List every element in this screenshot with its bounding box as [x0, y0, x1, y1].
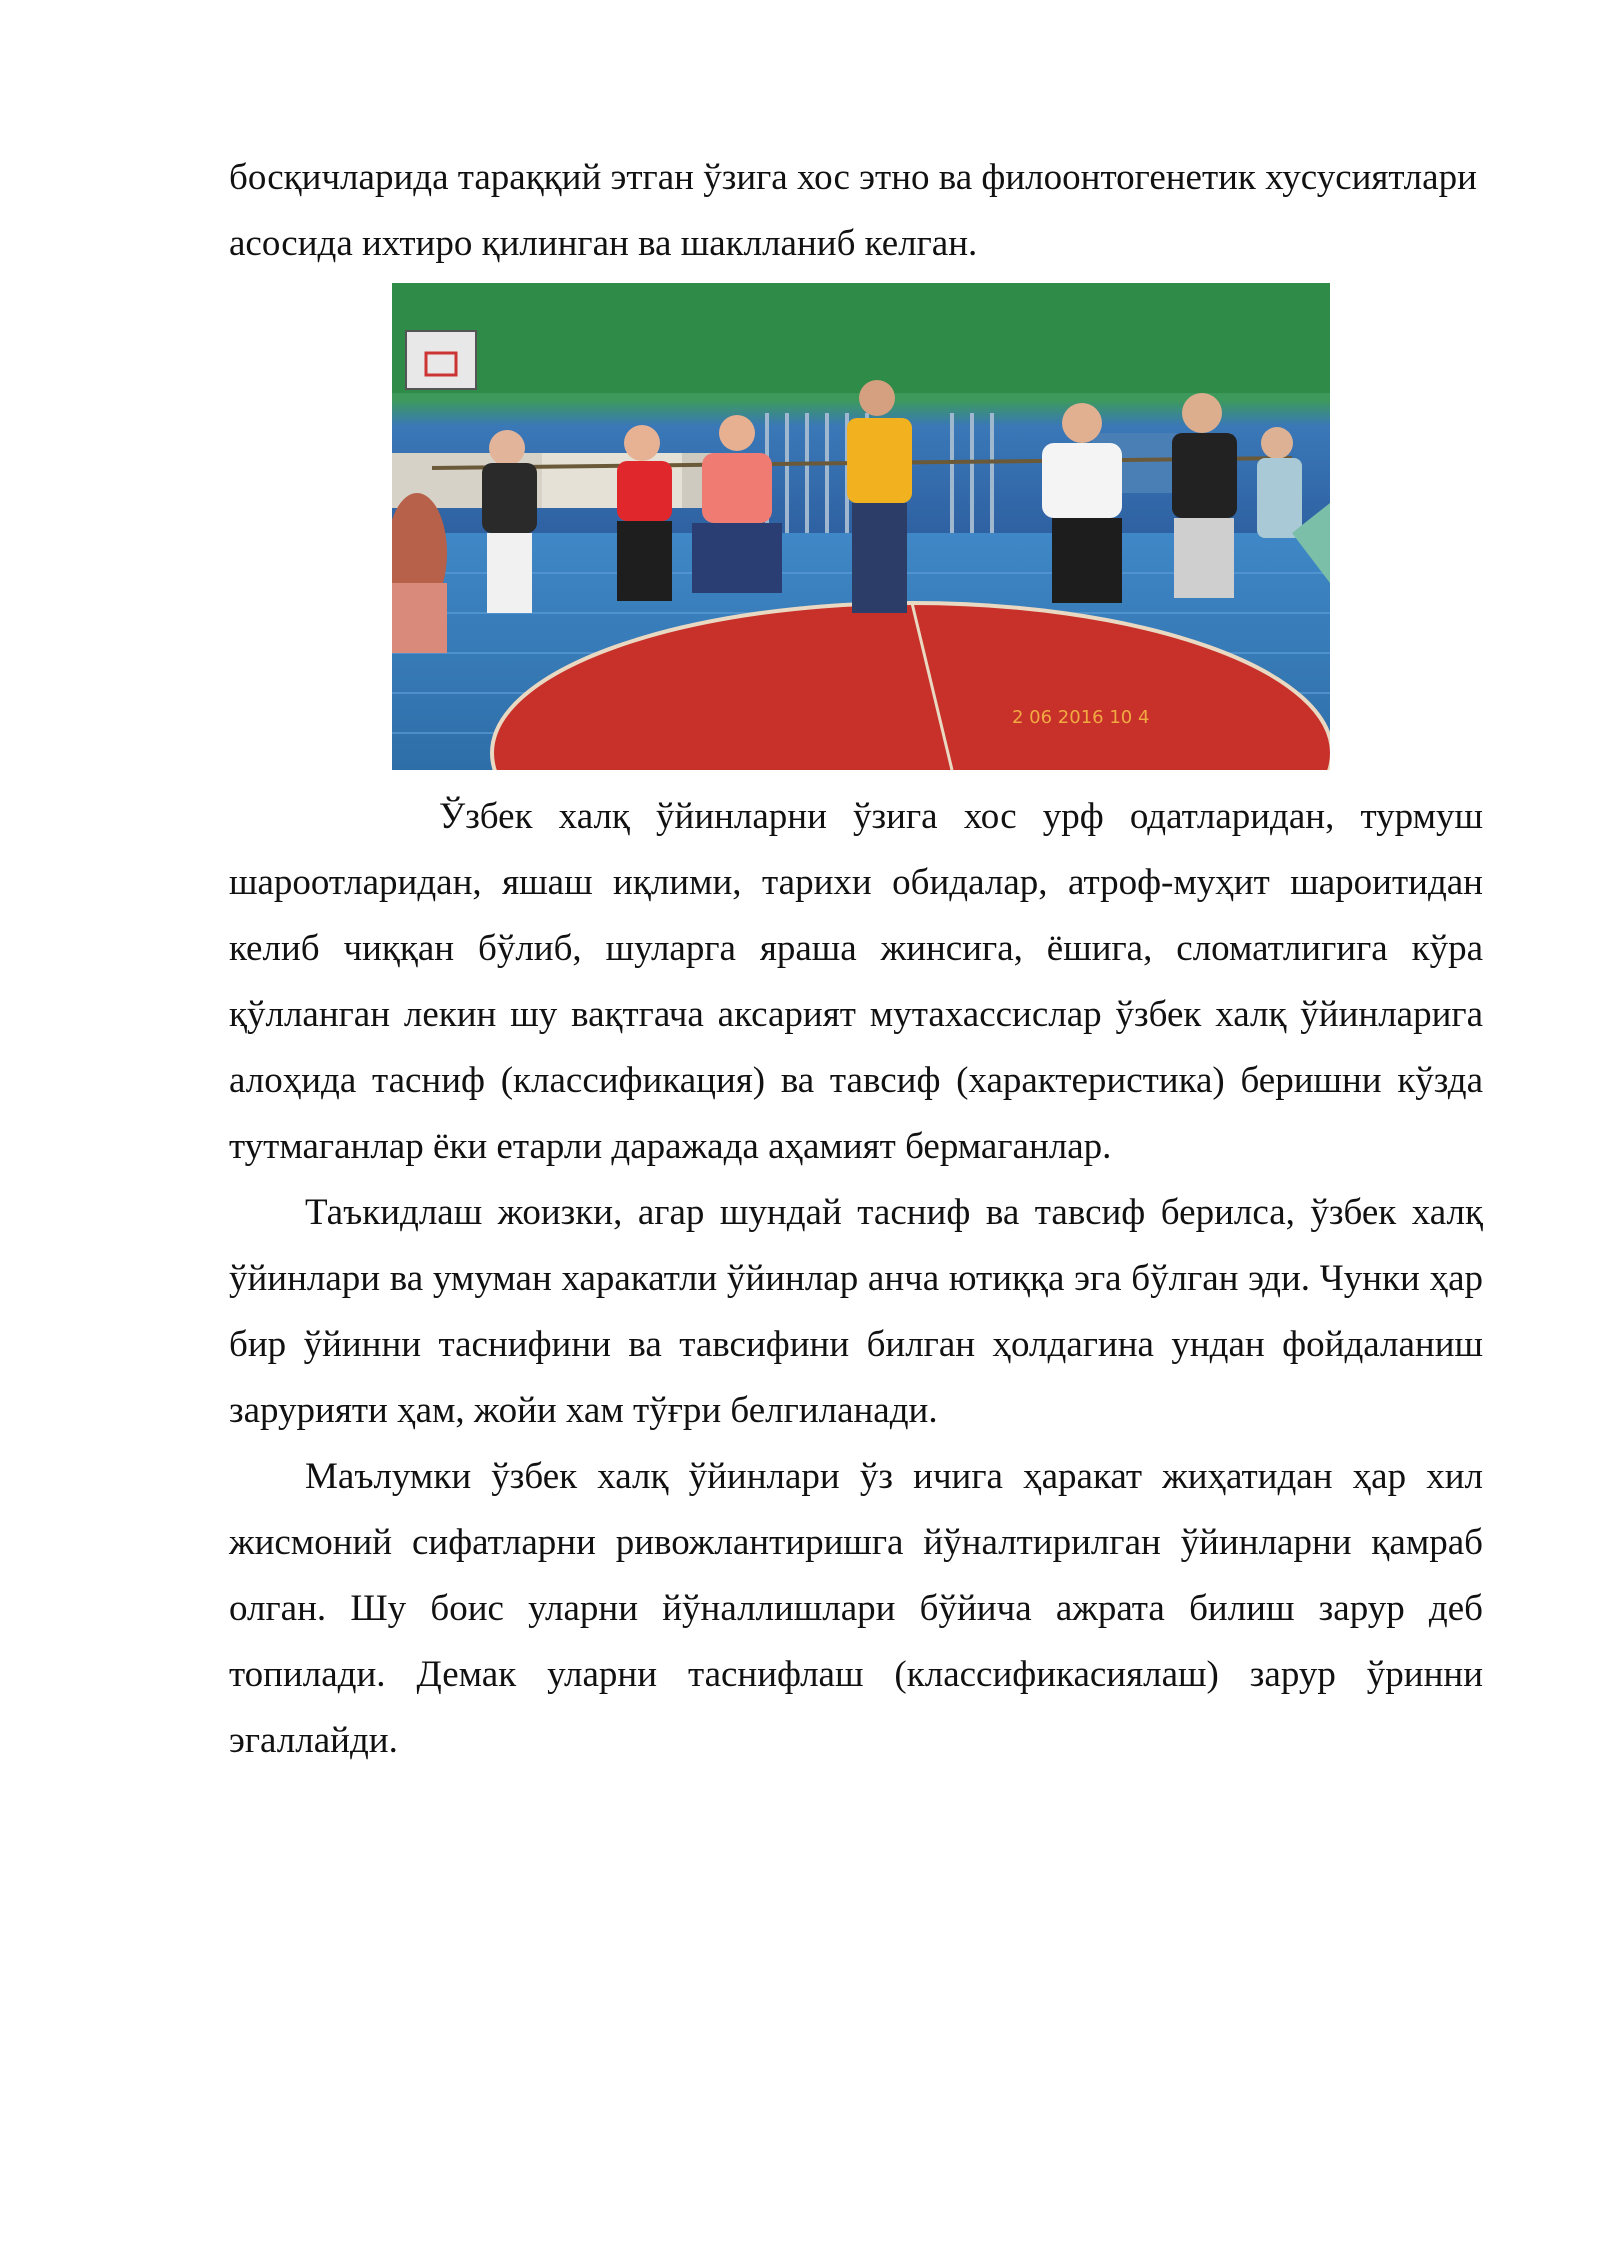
tug-of-war-photo: [392, 283, 1330, 770]
paragraph-1: Ўзбек халқ ўйинларни ўзига хос урф одатларидан, турмуш шароотларидан, яшаш иқлими, тарихи обидалар, атроф-муҳит шароитидан келиб чиққан бўлиб, шуларга яраша жинсига, ёшига, сломатлигига кўра қўлланган лекин шу вақтгача аксарият мутахассислар ўзбек халқ ўйинларига алоҳида тасниф (классификация) ва тавсиф (характеристика) беришни кўзда тутмаганлар ёки етарли даражада аҳамият бермаганлар.: [229, 796, 1483, 1167]
body-paragraphs: [229, 784, 1483, 1774]
continuation-line-2: асосида ихтиро қилинган ва шаклланиб келган.: [229, 223, 978, 264]
continuation-text: [229, 145, 1483, 277]
paragraph-3: Маълумки ўзбек халқ ўйинлари ўз ичига ҳаракат жиҳатидан ҳар хил жисмоний сифатларни ривожлантиришга йўналтирилган ўйинларни қамраб олган. Шу боис уларни йўналлишлари бўйича ажрата билиш зарур деб топилади. Демак уларни таснифлаш (классификасиялаш) зарур ўринни эгаллайди.: [229, 1456, 1483, 1761]
continuation-line-1: босқичларида тараққий этган ўзига хос этно ва филоонтогенетик хусусиятлари: [229, 157, 1477, 198]
paragraph-2: Таъкидлаш жоизки, агар шундай тасниф ва тавсиф берилса, ўзбек халқ ўйинлари ва умуман харакатли ўйинлар анча ютиққа эга бўлган эди. Чунки ҳар бир ўйинни таснифини ва тавсифини билган ҳолдагина ундан фойдаланиш зарурияти ҳам, жойи хам тўғри белгиланади.: [229, 1192, 1483, 1431]
photo-date-stamp: 2 06 2016 10 4: [1012, 707, 1150, 728]
